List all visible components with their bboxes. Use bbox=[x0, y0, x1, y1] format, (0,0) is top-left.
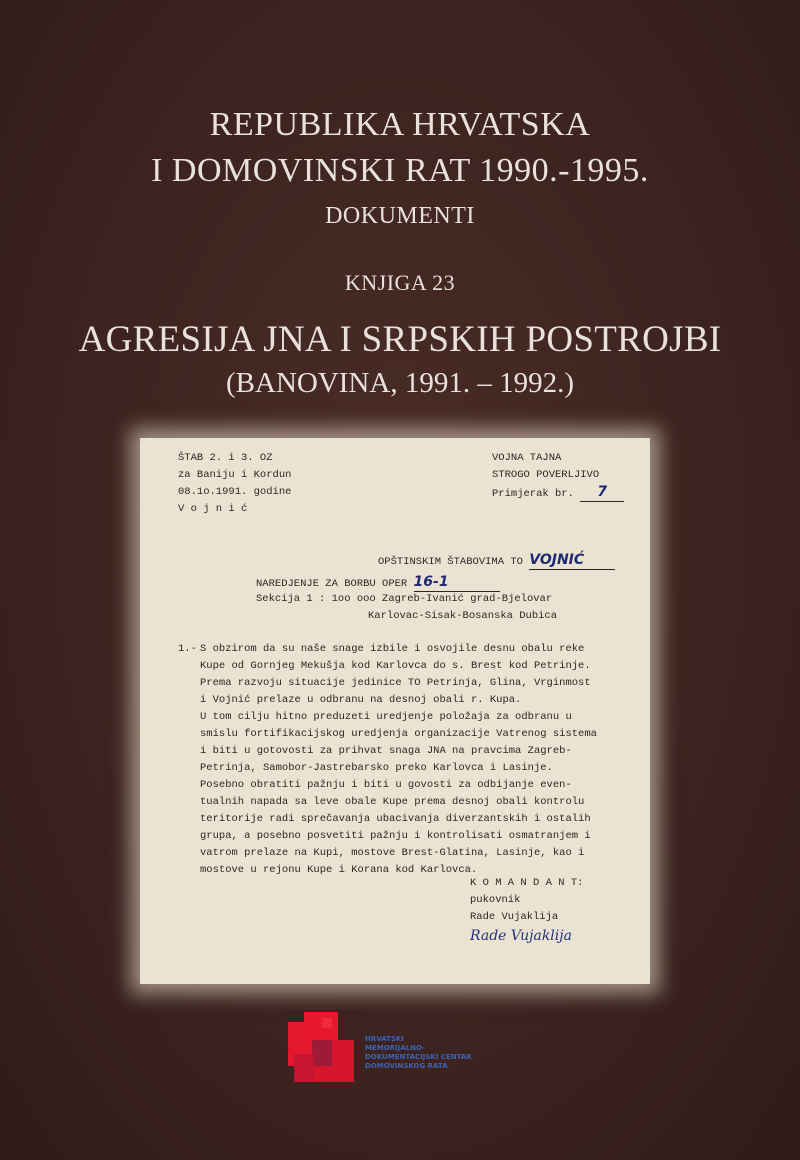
signature-title: K O M A N D A N T: bbox=[470, 877, 584, 889]
paragraph-line: i biti u gotovosti za prihvat snaga JNA na pravcima Zagreb- bbox=[200, 745, 572, 757]
signature-block bbox=[470, 875, 583, 945]
title-line-1: REPUBLIKA HRVATSKA bbox=[209, 106, 591, 143]
header-left-line: za Baniju i Kordun bbox=[178, 469, 292, 481]
header-right-line: VOJNA TAJNA bbox=[492, 452, 562, 464]
header-right-line: STROGO POVERLJIVO bbox=[492, 469, 600, 481]
copy-number: 7 bbox=[580, 484, 624, 502]
publisher-logo-icon bbox=[282, 1010, 364, 1092]
header-left-line: 08.1o.1991. godine bbox=[178, 486, 292, 498]
paragraph-line: smislu fortifikacijskog uredjenja organizacije Vatrenog sistema bbox=[200, 728, 597, 740]
publisher-line: HRVATSKI bbox=[365, 1035, 404, 1043]
publisher-line: DOKUMENTACIJSKI CENTAR bbox=[365, 1053, 472, 1061]
signature-rank: pukovnik bbox=[470, 894, 521, 906]
copy-number-line bbox=[492, 484, 624, 503]
order-number: 16-1 bbox=[414, 574, 500, 592]
header-left-line: ŠTAB 2. i 3. OZ bbox=[178, 452, 273, 464]
paragraph-number: 1.- bbox=[178, 643, 197, 655]
paragraph-line: mostove u rejonu Kupe i Korana kod Karlovca. bbox=[200, 864, 478, 876]
paragraph-line: U tom cilju hitno preduzeti uredjenje položaja za odbranu u bbox=[200, 711, 572, 723]
paragraph-line: Prema razvoju situacije jedinice TO Petrinja, Glina, Vrginmost bbox=[200, 677, 591, 689]
document-image bbox=[140, 438, 650, 984]
copy-number-label: Primjerak br. bbox=[492, 488, 574, 500]
header-left-line: V o j n i ć bbox=[178, 503, 248, 515]
paragraph-line bbox=[178, 641, 638, 658]
addressee-line bbox=[378, 552, 615, 571]
paragraph-line: Posebno obratiti pažnju i biti u govosti za odbijanje even- bbox=[200, 779, 572, 791]
paragraph-text: S obzirom da su naše snage izbile i osvojile desnu obalu reke bbox=[200, 643, 585, 655]
paragraph-line: tualnih napada sa leve obale Kupe prema desnoj obali kontrolu bbox=[200, 796, 585, 808]
series-subtitle: DOKUMENTI bbox=[325, 203, 475, 229]
document-header-left bbox=[178, 450, 291, 518]
publisher-line: DOMOVINSKOG RATA bbox=[365, 1062, 448, 1070]
publisher-name bbox=[365, 1035, 472, 1071]
publisher-line: MEMORIJALNO- bbox=[365, 1044, 425, 1052]
handwritten-signature: Rade Vujaklija bbox=[470, 928, 572, 944]
addressee-label: OPŠTINSKIM ŠTABOVIMA TO bbox=[378, 556, 523, 568]
main-subtitle: (BANOVINA, 1991. – 1992.) bbox=[226, 367, 574, 399]
document-header-right bbox=[492, 450, 624, 503]
title-line-2: I DOMOVINSKI RAT 1990.-1995. bbox=[151, 152, 649, 189]
paragraph-line: Petrinja, Samobor-Jastrebarsko preko Karlovca i Lasinje. bbox=[200, 762, 553, 774]
order-paragraph bbox=[178, 641, 638, 879]
paragraph-line: teritorije radi sprečavanja ubacivanja diverzantskih i ostalih bbox=[200, 813, 591, 825]
main-title: AGRESIJA JNA I SRPSKIH POSTROJBI bbox=[78, 319, 722, 360]
paragraph-line: grupa, a posebno posvetiti pažnju i kontrolisati osmatranjem i bbox=[200, 830, 591, 842]
section-line-1: Sekcija 1 : 1oo ooo Zagreb-Ivanić grad-Bjelovar bbox=[256, 593, 553, 605]
section-line-2: Karlovac-Sisak-Bosanska Dubica bbox=[368, 610, 558, 622]
paragraph-line: Kupe od Gornjeg Mekušja kod Karlovca do s. Brest kod Petrinje. bbox=[200, 660, 591, 672]
addressee-handwritten: VOJNIĆ bbox=[529, 552, 615, 570]
book-number: KNJIGA 23 bbox=[344, 270, 456, 295]
typewritten-document bbox=[140, 438, 650, 984]
paragraph-line: i Vojnić prelaze u odbranu na desnoj obali r. Kupa. bbox=[200, 694, 522, 706]
order-label: NAREDJENJE ZA BORBU OPER bbox=[256, 578, 408, 590]
signature-name: Rade Vujaklija bbox=[470, 911, 559, 923]
paragraph-line: vatrom prelaze na Kupi, mostove Brest-Glatina, Lasinje, kao i bbox=[200, 847, 585, 859]
